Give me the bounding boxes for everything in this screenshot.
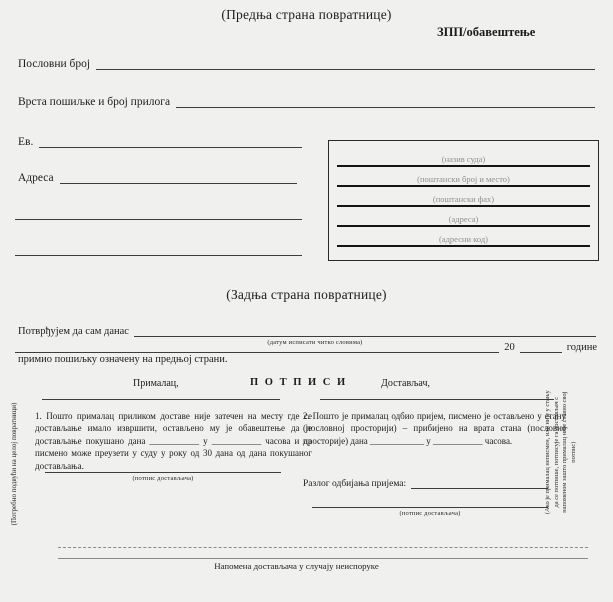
business-number-blank xyxy=(96,55,595,70)
postal-code-city-label: (поштански број и место) xyxy=(417,173,510,184)
po-box-label: (поштански фах) xyxy=(432,193,495,204)
year-suffix: године xyxy=(566,341,597,353)
address-box-row xyxy=(337,147,590,167)
ev-label: Ев. xyxy=(18,135,34,148)
confirm-date-blank xyxy=(134,323,596,337)
address-label: Адреса xyxy=(18,171,54,184)
shipment-type-blank xyxy=(176,93,595,108)
shipment-type-label: Врста пошиљке и број прилога xyxy=(18,95,171,108)
street-address-label: (адреса) xyxy=(448,213,479,224)
refusal-reason-blank xyxy=(411,476,548,489)
clause1-signature-line xyxy=(45,472,281,473)
clause1-signature-hint: (потпис достављача) xyxy=(132,475,194,482)
ev-row xyxy=(18,134,302,148)
shipment-type-row xyxy=(18,94,595,108)
recipient-signature-line xyxy=(42,399,280,400)
right-margin-note-line: да се потпише, потписује га достављач с xyxy=(552,396,560,508)
left-margin-note: (Потребно подвући на целој повратници) xyxy=(10,402,18,526)
address-box-row xyxy=(337,227,590,247)
address-code-writing-bar xyxy=(337,245,590,248)
clause-2: 2. Пошто је прималац одбио пријем, писмено је остављено у стану (пословној просторији) – прибијено на врата стана (пословне просторије) дана ____________ у ___________ часова. xyxy=(303,411,566,446)
clause-1: 1. Пошто прималац приликом доставе није затечен на месту где се достављање имало извршити, остављено му је обавештење да је достављање покушано дана ___________ у ___________ часова и да писмено може преузети у суду у року од 30 дана од дана покушаног достављања. xyxy=(35,411,312,471)
address-box-row xyxy=(337,187,590,207)
ev-blank xyxy=(39,133,302,148)
address-box-row xyxy=(337,207,590,227)
address-code-label: (адресни код) xyxy=(438,233,489,244)
undelivered-note-line-2 xyxy=(58,558,588,559)
confirm-date-row xyxy=(18,324,596,337)
court-name-label: (назив суда) xyxy=(441,153,486,164)
undelivered-note-line-1 xyxy=(58,547,588,548)
recipient-address-box xyxy=(328,140,599,261)
front-side-title: (Предња страна повратнице) xyxy=(221,7,392,22)
year-row xyxy=(15,340,597,353)
deliverer-signature-line xyxy=(320,399,554,400)
year-blank xyxy=(520,339,562,353)
year-prefix: 20 xyxy=(504,341,515,353)
right-margin-note-line: потпис) xyxy=(569,441,577,463)
address-extra-line-1 xyxy=(15,219,302,220)
refusal-reason-row xyxy=(303,477,548,489)
confirm-label: Потврђујем да сам данас xyxy=(18,325,129,337)
form-code: ЗПП/обавештење xyxy=(437,25,536,39)
business-number-label: Пословни број xyxy=(18,57,91,70)
address-row xyxy=(18,170,297,184)
right-margin-note xyxy=(544,359,578,545)
address-extra-line-2 xyxy=(15,255,302,256)
right-margin-note-line: напоменом зашто прималац није ставио свој xyxy=(561,391,568,513)
refusal-reason-label: Разлог одбијања пријема: xyxy=(303,478,407,489)
received-statement: примио пошиљку означену на предњој страни. xyxy=(18,354,228,365)
clause2-signature-hint: (потпис достављача) xyxy=(399,510,461,517)
back-side-title: (Задња страна повратнице) xyxy=(226,287,387,302)
address-box-row xyxy=(337,167,590,187)
business-number-row xyxy=(18,56,595,70)
undelivered-note-caption: Напомена достављача у случају неиспоруке xyxy=(214,561,379,571)
recipient-label: Прималац, xyxy=(133,378,179,389)
right-margin-note-line: (Ако је прималац неписмен, или није у стању xyxy=(543,390,551,515)
deliverer-label: Достављач, xyxy=(381,378,430,389)
clause2-signature-line xyxy=(312,507,548,508)
date-hint: (датум исписати читко словима) xyxy=(267,339,363,346)
signatures-heading: П О Т П И С И xyxy=(250,377,348,388)
year-row-long-blank xyxy=(15,339,499,353)
address-blank xyxy=(60,169,297,184)
